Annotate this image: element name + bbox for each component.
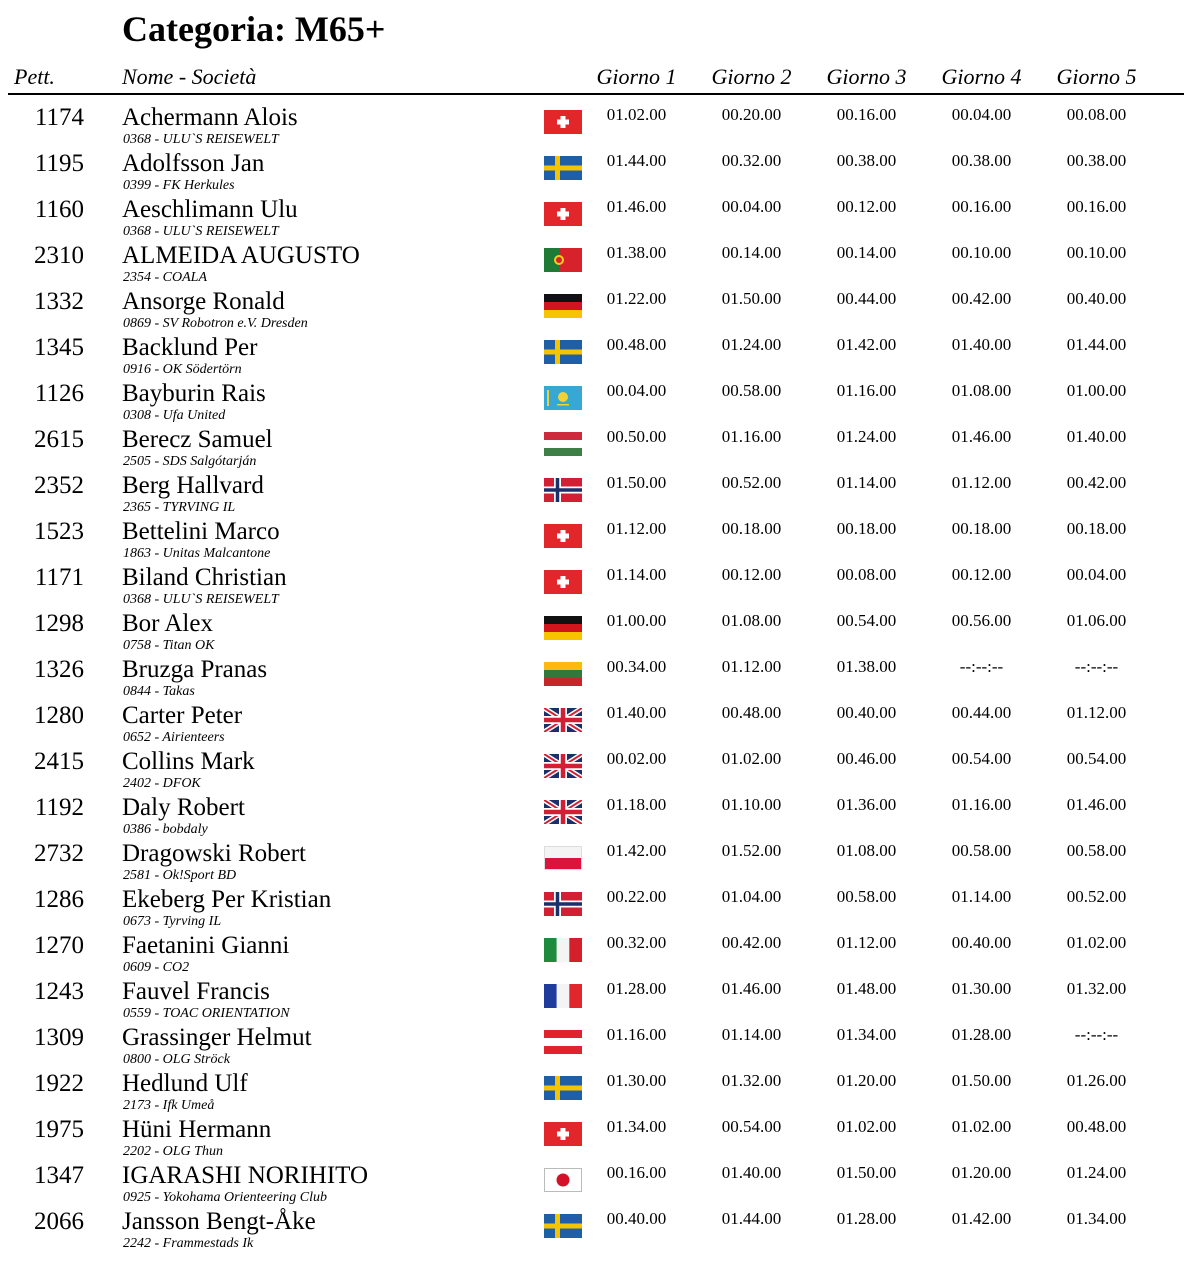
athlete-name: Bruzga Pranas: [122, 656, 268, 683]
time-day-4: 01.02.00: [951, 1117, 1012, 1136]
time-day-1: 01.16.00: [606, 1025, 667, 1044]
bib-number: 1298: [34, 610, 84, 637]
result-row: [0, 1201, 1184, 1251]
flag-switzerland-icon: [544, 202, 582, 226]
bib-number: 2415: [34, 748, 84, 775]
result-row: [0, 649, 1184, 699]
flag-japan-icon: [544, 1168, 582, 1192]
column-header-day-5: Giorno 5: [1056, 64, 1137, 89]
column-header-day-2: Giorno 2: [711, 64, 792, 89]
time-day-2: 01.24.00: [721, 335, 782, 354]
time-day-2: 01.12.00: [721, 657, 782, 676]
time-day-1: 00.40.00: [606, 1209, 667, 1228]
time-day-2: 01.10.00: [721, 795, 782, 814]
time-day-2: 00.32.00: [721, 151, 782, 170]
time-day-2: 01.40.00: [721, 1163, 782, 1182]
time-day-4: 00.38.00: [951, 151, 1012, 170]
club-name: 1863 - Unitas Malcantone: [123, 546, 271, 561]
result-row: [0, 741, 1184, 791]
bib-number: 1280: [34, 702, 84, 729]
time-day-5: 01.02.00: [1066, 933, 1127, 952]
club-name: 2581 - Ok!Sport BD: [123, 868, 237, 883]
time-day-1: 01.34.00: [606, 1117, 667, 1136]
club-name: 0308 - Ufa United: [123, 408, 226, 423]
athlete-name: Daly Robert: [122, 794, 245, 821]
flag-kazakhstan-icon: [544, 386, 582, 410]
time-day-4: 00.12.00: [951, 565, 1012, 584]
time-day-2: 00.58.00: [721, 381, 782, 400]
club-name: 0925 - Yokohama Orienteering Club: [123, 1190, 328, 1205]
flag-sweden-icon: [544, 340, 582, 364]
time-day-1: 01.14.00: [606, 565, 667, 584]
time-day-5: 00.58.00: [1066, 841, 1127, 860]
time-day-5: 01.40.00: [1066, 427, 1127, 446]
column-header-day-3: Giorno 3: [826, 64, 907, 89]
time-day-4: 00.56.00: [951, 611, 1012, 630]
time-day-3: 01.34.00: [836, 1025, 897, 1044]
time-day-1: 01.38.00: [606, 243, 667, 262]
time-day-3: 00.12.00: [836, 197, 897, 216]
time-day-3: 01.28.00: [836, 1209, 897, 1228]
athlete-name: Bayburin Rais: [122, 380, 266, 407]
club-name: 2365 - TYRVING IL: [123, 500, 236, 515]
time-day-4: 01.46.00: [951, 427, 1012, 446]
time-day-3: 00.18.00: [836, 519, 897, 538]
time-day-2: 01.16.00: [721, 427, 782, 446]
time-day-3: 01.12.00: [836, 933, 897, 952]
bib-number: 1922: [34, 1070, 84, 1097]
club-name: 2505 - SDS Salgótarján: [123, 454, 257, 469]
time-day-4: 00.54.00: [951, 749, 1012, 768]
time-day-3: 01.24.00: [836, 427, 897, 446]
time-day-5: 00.54.00: [1066, 749, 1127, 768]
flag-switzerland-icon: [544, 110, 582, 134]
time-day-4: 00.44.00: [951, 703, 1012, 722]
time-day-2: 00.20.00: [721, 105, 782, 124]
time-day-1: 00.04.00: [606, 381, 667, 400]
result-row: [0, 1155, 1184, 1205]
athlete-name: Collins Mark: [122, 748, 255, 775]
time-day-5: 00.42.00: [1066, 473, 1127, 492]
bib-number: 2615: [34, 426, 84, 453]
time-day-3: 00.54.00: [836, 611, 897, 630]
time-day-5: 01.46.00: [1066, 795, 1127, 814]
result-row: [0, 465, 1184, 515]
club-name: 0368 - ULU`S REISEWELT: [123, 224, 279, 239]
athlete-name: Fauvel Francis: [122, 978, 270, 1005]
flag-norway-icon: [544, 892, 582, 916]
time-day-3: 00.58.00: [836, 887, 897, 906]
time-day-1: 00.32.00: [606, 933, 667, 952]
result-row: [0, 833, 1184, 883]
time-day-3: 01.08.00: [836, 841, 897, 860]
flag-sweden-icon: [544, 1076, 582, 1100]
time-day-2: 01.32.00: [721, 1071, 782, 1090]
time-day-2: 01.46.00: [721, 979, 782, 998]
time-day-5: 00.16.00: [1066, 197, 1127, 216]
result-row: [0, 1017, 1184, 1067]
time-day-1: 01.18.00: [606, 795, 667, 814]
bib-number: 1345: [34, 334, 84, 361]
athlete-name: Dragowski Robert: [122, 840, 306, 867]
flag-uk-icon: [544, 800, 582, 824]
club-name: 0399 - FK Herkules: [123, 178, 235, 193]
bib-number: 1270: [34, 932, 84, 959]
time-day-3: 01.38.00: [836, 657, 897, 676]
bib-number: 1243: [34, 978, 84, 1005]
time-day-4: 00.10.00: [951, 243, 1012, 262]
athlete-name: Ansorge Ronald: [122, 288, 285, 315]
time-day-4: --:--:--: [959, 657, 1004, 676]
time-day-4: 01.28.00: [951, 1025, 1012, 1044]
time-day-5: 00.08.00: [1066, 105, 1127, 124]
time-day-4: 01.16.00: [951, 795, 1012, 814]
time-day-5: 01.26.00: [1066, 1071, 1127, 1090]
club-name: 0559 - TOAC ORIENTATION: [123, 1006, 290, 1021]
time-day-4: 01.42.00: [951, 1209, 1012, 1228]
time-day-5: 00.10.00: [1066, 243, 1127, 262]
result-row: [0, 971, 1184, 1021]
time-day-3: 00.14.00: [836, 243, 897, 262]
time-day-1: 01.28.00: [606, 979, 667, 998]
time-day-1: 01.44.00: [606, 151, 667, 170]
club-name: 2242 - Frammestads Ik: [123, 1236, 254, 1251]
time-day-1: 00.16.00: [606, 1163, 667, 1182]
club-name: 0916 - OK Södertörn: [123, 362, 242, 377]
flag-portugal-icon: [544, 248, 582, 272]
club-name: 0869 - SV Robotron e.V. Dresden: [123, 316, 308, 331]
flag-austria-icon: [544, 1030, 582, 1054]
time-day-5: 01.12.00: [1066, 703, 1127, 722]
time-day-3: 01.02.00: [836, 1117, 897, 1136]
time-day-2: 00.42.00: [721, 933, 782, 952]
athlete-name: Berecz Samuel: [122, 426, 273, 453]
time-day-1: 00.50.00: [606, 427, 667, 446]
time-day-5: 01.00.00: [1066, 381, 1127, 400]
time-day-3: 01.16.00: [836, 381, 897, 400]
time-day-1: 01.50.00: [606, 473, 667, 492]
time-day-4: 01.30.00: [951, 979, 1012, 998]
athlete-name: Berg Hallvard: [122, 472, 264, 499]
athlete-name: Hedlund Ulf: [122, 1070, 248, 1097]
flag-germany-icon: [544, 294, 582, 318]
time-day-5: 01.24.00: [1066, 1163, 1127, 1182]
result-row: [0, 925, 1184, 975]
athlete-name: Achermann Alois: [122, 104, 298, 131]
time-day-4: 00.04.00: [951, 105, 1012, 124]
athlete-name: Bor Alex: [122, 610, 213, 637]
time-day-3: 00.16.00: [836, 105, 897, 124]
column-header-day-1: Giorno 1: [596, 64, 677, 89]
club-name: 0844 - Takas: [123, 684, 195, 699]
athlete-name: Backlund Per: [122, 334, 258, 361]
time-day-2: 01.02.00: [721, 749, 782, 768]
bib-number: 1309: [34, 1024, 84, 1051]
time-day-3: 01.50.00: [836, 1163, 897, 1182]
time-day-1: 01.00.00: [606, 611, 667, 630]
time-day-4: 01.12.00: [951, 473, 1012, 492]
time-day-2: 00.54.00: [721, 1117, 782, 1136]
time-day-3: 01.14.00: [836, 473, 897, 492]
club-name: 0758 - Titan OK: [123, 638, 215, 653]
time-day-1: 01.40.00: [606, 703, 667, 722]
athlete-name: ALMEIDA AUGUSTO: [122, 242, 360, 269]
time-day-4: 01.40.00: [951, 335, 1012, 354]
club-name: 0368 - ULU`S REISEWELT: [123, 132, 279, 147]
time-day-2: 00.52.00: [721, 473, 782, 492]
flag-switzerland-icon: [544, 570, 582, 594]
time-day-4: 00.16.00: [951, 197, 1012, 216]
time-day-4: 01.20.00: [951, 1163, 1012, 1182]
time-day-5: 00.52.00: [1066, 887, 1127, 906]
club-name: 2354 - COALA: [123, 270, 207, 285]
time-day-3: 00.40.00: [836, 703, 897, 722]
time-day-2: 00.12.00: [721, 565, 782, 584]
result-row: [0, 787, 1184, 837]
flag-france-icon: [544, 984, 582, 1008]
time-day-5: 00.38.00: [1066, 151, 1127, 170]
time-day-2: 00.14.00: [721, 243, 782, 262]
time-day-4: 00.18.00: [951, 519, 1012, 538]
time-day-5: 00.04.00: [1066, 565, 1127, 584]
flag-germany-icon: [544, 616, 582, 640]
time-day-5: --:--:--: [1074, 1025, 1119, 1044]
result-row: [0, 97, 1184, 147]
athlete-name: Grassinger Helmut: [122, 1024, 312, 1051]
time-day-4: 01.08.00: [951, 381, 1012, 400]
flag-poland-icon: [544, 846, 582, 870]
athlete-name: Hüni Hermann: [122, 1116, 272, 1143]
athlete-name: Faetanini Gianni: [122, 932, 290, 959]
result-row: [0, 373, 1184, 423]
result-row: [0, 603, 1184, 653]
time-day-1: 00.02.00: [606, 749, 667, 768]
time-day-5: 01.32.00: [1066, 979, 1127, 998]
result-row: [0, 1063, 1184, 1113]
time-day-1: 00.34.00: [606, 657, 667, 676]
time-day-4: 01.50.00: [951, 1071, 1012, 1090]
flag-uk-icon: [544, 754, 582, 778]
athlete-name: Jansson Bengt-Åke: [122, 1208, 316, 1235]
club-name: 2173 - Ifk Umeå: [123, 1098, 215, 1113]
time-day-5: 00.48.00: [1066, 1117, 1127, 1136]
club-name: 2202 - OLG Thun: [123, 1144, 223, 1159]
time-day-2: 01.04.00: [721, 887, 782, 906]
time-day-5: 00.40.00: [1066, 289, 1127, 308]
flag-hungary-icon: [544, 432, 582, 456]
time-day-3: 00.44.00: [836, 289, 897, 308]
bib-number: 1126: [34, 380, 84, 407]
time-day-5: 01.34.00: [1066, 1209, 1127, 1228]
result-row: [0, 879, 1184, 929]
flag-uk-icon: [544, 708, 582, 732]
bib-number: 1160: [34, 196, 84, 223]
column-header-day-4: Giorno 4: [941, 64, 1022, 89]
bib-number: 1195: [34, 150, 84, 177]
flag-italy-icon: [544, 938, 582, 962]
time-day-2: 00.18.00: [721, 519, 782, 538]
flag-sweden-icon: [544, 1214, 582, 1238]
bib-number: 2066: [34, 1208, 84, 1235]
result-row: [0, 143, 1184, 193]
athlete-name: IGARASHI NORIHITO: [122, 1162, 369, 1189]
result-row: [0, 1109, 1184, 1159]
time-day-1: 01.30.00: [606, 1071, 667, 1090]
flag-switzerland-icon: [544, 524, 582, 548]
result-row: [0, 695, 1184, 745]
time-day-4: 01.14.00: [951, 887, 1012, 906]
bib-number: 2310: [34, 242, 84, 269]
bib-number: 1326: [34, 656, 84, 683]
club-name: 0368 - ULU`S REISEWELT: [123, 592, 279, 607]
athlete-name: Adolfsson Jan: [122, 150, 265, 177]
time-day-2: 01.08.00: [721, 611, 782, 630]
bib-number: 1347: [34, 1162, 84, 1189]
bib-number: 1192: [34, 794, 84, 821]
time-day-4: 00.40.00: [951, 933, 1012, 952]
bib-number: 1174: [34, 104, 84, 131]
time-day-1: 00.48.00: [606, 335, 667, 354]
time-day-2: 00.04.00: [721, 197, 782, 216]
time-day-1: 00.22.00: [606, 887, 667, 906]
athlete-name: Ekeberg Per Kristian: [122, 886, 332, 913]
time-day-3: 01.48.00: [836, 979, 897, 998]
time-day-3: 00.46.00: [836, 749, 897, 768]
time-day-1: 01.22.00: [606, 289, 667, 308]
result-row: [0, 281, 1184, 331]
time-day-5: 01.44.00: [1066, 335, 1127, 354]
time-day-2: 01.44.00: [721, 1209, 782, 1228]
bib-number: 2352: [34, 472, 84, 499]
time-day-4: 00.42.00: [951, 289, 1012, 308]
result-row: [0, 327, 1184, 377]
time-day-4: 00.58.00: [951, 841, 1012, 860]
time-day-1: 01.02.00: [606, 105, 667, 124]
time-day-3: 01.42.00: [836, 335, 897, 354]
page-title: Categoria: M65+: [122, 9, 386, 49]
time-day-2: 01.50.00: [721, 289, 782, 308]
time-day-1: 01.46.00: [606, 197, 667, 216]
bib-number: 2732: [34, 840, 84, 867]
flag-lithuania-icon: [544, 662, 582, 686]
club-name: 0386 - bobdaly: [123, 822, 208, 837]
time-day-2: 01.14.00: [721, 1025, 782, 1044]
bib-number: 1332: [34, 288, 84, 315]
time-day-5: 01.06.00: [1066, 611, 1127, 630]
result-row: [0, 511, 1184, 561]
time-day-1: 01.12.00: [606, 519, 667, 538]
time-day-3: 00.38.00: [836, 151, 897, 170]
time-day-3: 00.08.00: [836, 565, 897, 584]
flag-sweden-icon: [544, 156, 582, 180]
bib-number: 1171: [34, 564, 84, 591]
club-name: 0673 - Tyrving IL: [123, 914, 222, 929]
result-row: [0, 419, 1184, 469]
club-name: 2402 - DFOK: [123, 776, 201, 791]
flag-switzerland-icon: [544, 1122, 582, 1146]
bib-number: 1286: [34, 886, 84, 913]
athlete-name: Aeschlimann Ulu: [122, 196, 298, 223]
time-day-5: 00.18.00: [1066, 519, 1127, 538]
time-day-2: 01.52.00: [721, 841, 782, 860]
athlete-name: Biland Christian: [122, 564, 287, 591]
bib-number: 1975: [34, 1116, 84, 1143]
time-day-1: 01.42.00: [606, 841, 667, 860]
bib-number: 1523: [34, 518, 84, 545]
club-name: 0652 - Airienteers: [123, 730, 225, 745]
athlete-name: Carter Peter: [122, 702, 243, 729]
time-day-3: 01.36.00: [836, 795, 897, 814]
club-name: 0800 - OLG Ströck: [123, 1052, 230, 1067]
column-header-bib: Pett.: [14, 64, 55, 89]
flag-norway-icon: [544, 478, 582, 502]
athlete-name: Bettelini Marco: [122, 518, 280, 545]
result-row: [0, 189, 1184, 239]
time-day-3: 01.20.00: [836, 1071, 897, 1090]
club-name: 0609 - CO2: [123, 960, 190, 975]
time-day-2: 00.48.00: [721, 703, 782, 722]
result-row: [0, 235, 1184, 285]
column-header-name: Nome - Società: [122, 64, 257, 89]
time-day-5: --:--:--: [1074, 657, 1119, 676]
result-row: [0, 557, 1184, 607]
